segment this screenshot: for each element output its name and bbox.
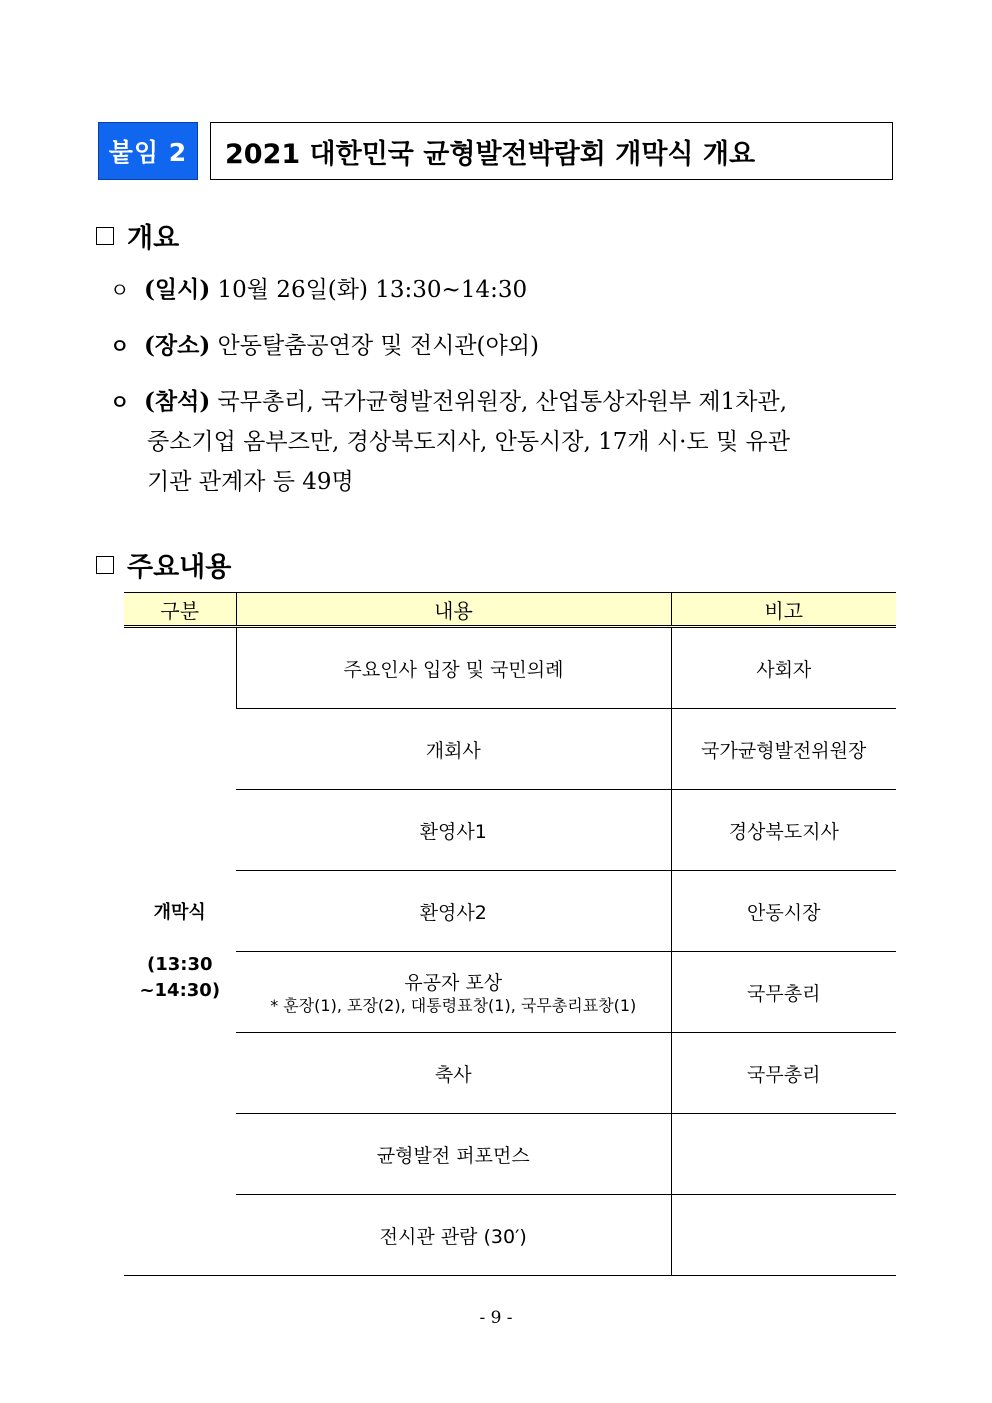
bullet-mark: ㅇ (110, 334, 130, 358)
square-bullet-icon (96, 556, 114, 574)
column-header-content: 내용 (236, 593, 671, 627)
content-cell: 환영사2 (236, 871, 671, 952)
note-cell: 안동시장 (671, 871, 896, 952)
content-cell: 주요인사 입장 및 국민의례 (236, 627, 671, 709)
item-label: (일시) (144, 276, 211, 303)
bullet-mark: ㅇ (110, 278, 130, 302)
content-cell: 전시관 관람 (30′) (236, 1195, 671, 1276)
content-cell: 개회사 (236, 709, 671, 790)
content-cell (236, 952, 671, 1033)
column-header-category: 구분 (124, 593, 236, 627)
note-cell (671, 1114, 896, 1195)
overview-item-venue (110, 326, 539, 366)
table-row (124, 952, 896, 1033)
table-header-row (124, 593, 896, 627)
note-cell: 사회자 (671, 627, 896, 709)
item-text: 안동탈춤공연장 및 전시관(야외) (217, 333, 539, 359)
category-cell (124, 627, 236, 1276)
category-label: 개막식 (153, 901, 206, 923)
table-row (124, 1033, 896, 1114)
table-row (124, 709, 896, 790)
square-bullet-icon (96, 227, 114, 245)
note-cell (671, 1195, 896, 1276)
item-label: (참석) (144, 388, 211, 415)
program-table (124, 592, 896, 1276)
item-text-line2: 중소기업 옴부즈만, 경상북도지사, 안동시장, 17개 시·도 및 유관 (147, 429, 790, 455)
section-heading-overview (96, 216, 179, 255)
section-heading-label: 주요내용 (127, 552, 232, 583)
content-cell: 축사 (236, 1033, 671, 1114)
item-label: (장소) (144, 332, 211, 359)
overview-item-datetime (110, 270, 527, 310)
column-header-note: 비고 (671, 593, 896, 627)
bullet-mark: ㅇ (110, 390, 130, 414)
table-row (124, 1195, 896, 1276)
note-cell: 국가균형발전위원장 (671, 709, 896, 790)
content-cell: 환영사1 (236, 790, 671, 871)
note-cell: 국무총리 (671, 1033, 896, 1114)
item-text: 10월 26일(화) 13:30~14:30 (217, 277, 528, 303)
document-title: 2021 대한민국 균형발전박람회 개막식 개요 (210, 122, 893, 180)
content-cell: 균형발전 퍼포먼스 (236, 1114, 671, 1195)
category-time-end: ~14:30) (139, 979, 221, 1001)
overview-item-attendees (110, 382, 896, 502)
note-cell: 국무총리 (671, 952, 896, 1033)
table-row (124, 1114, 896, 1195)
attachment-badge: 붙임 2 (98, 122, 198, 180)
note-cell: 경상북도지사 (671, 790, 896, 871)
category-time-start: (13:30 (146, 953, 213, 975)
table-row (124, 627, 896, 709)
section-heading-label: 개요 (127, 223, 180, 254)
item-text-line3: 기관 관계자 등 49명 (147, 469, 354, 495)
content-subnote: * 훈장(1), 포장(2), 대통령표창(1), 국무총리표창(1) (270, 995, 637, 1015)
section-heading-program (96, 545, 231, 584)
table-row (124, 871, 896, 952)
item-text: 국무총리, 국가균형발전위원장, 산업통상자원부 제1차관, (217, 389, 788, 415)
table-row (124, 790, 896, 871)
page-number: - 9 - (479, 1308, 513, 1328)
content-main-text: 유공자 포상 (404, 971, 503, 994)
